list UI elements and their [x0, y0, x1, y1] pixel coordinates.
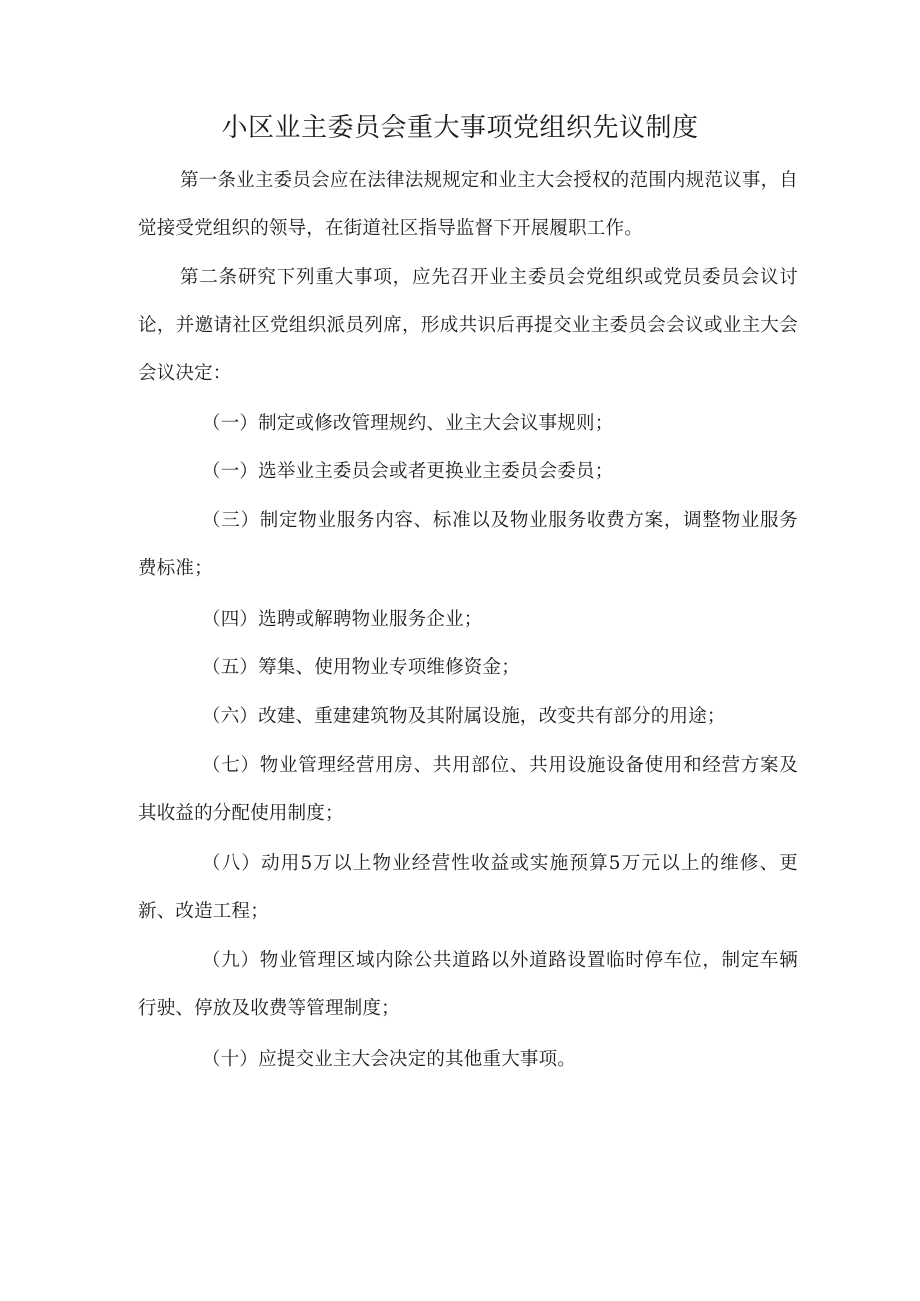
- article-2: 第二条研究下列重大事项，应先召开业主委员会党组织或党员委员会议讨论，并邀请社区党组织派员列席，形成共识后再提交业主委员会会议或业主大会会议决定：: [138, 267, 798, 384]
- list-item-5: （五）筹集、使用物业专项维修资金；: [202, 657, 520, 678]
- list-item-2: （一）选举业主委员会或者更换业主委员会委员；: [202, 461, 614, 482]
- list-item-10: （十）应提交业主大会决定的其他重大事项。: [202, 1049, 577, 1070]
- list-item-1: （一）制定或修改管理规约、业主大会议事规则；: [202, 413, 614, 434]
- list-item-4: （四）选聘或解聘物业服务企业；: [202, 609, 483, 630]
- list-item-7: （七）物业管理经营用房、共用部位、共用设施设备使用和经营方案及其收益的分配使用制度；: [138, 755, 798, 824]
- list-item-8: （八）动用5万以上物业经营性收益或实施预算5万元以上的维修、更新、改造工程；: [138, 853, 798, 922]
- list-item-6: （六）改建、重建建筑物及其附属设施，改变共有部分的用途；: [202, 706, 726, 727]
- list-item-9: （九）物业管理区域内除公共道路以外道路设置临时停车位，制定车辆行驶、停放及收费等管理制度；: [138, 950, 798, 1019]
- document-title: 小区业主委员会重大事项党组织先议制度: [221, 113, 699, 143]
- list-item-3: （三）制定物业服务内容、标准以及物业服务收费方案，调整物业服务费标准；: [138, 510, 798, 579]
- article-1: 第一条业主委员会应在法律法规规定和业主大会授权的范围内规范议事，自觉接受党组织的领导，在街道社区指导监督下开展履职工作。: [138, 170, 798, 239]
